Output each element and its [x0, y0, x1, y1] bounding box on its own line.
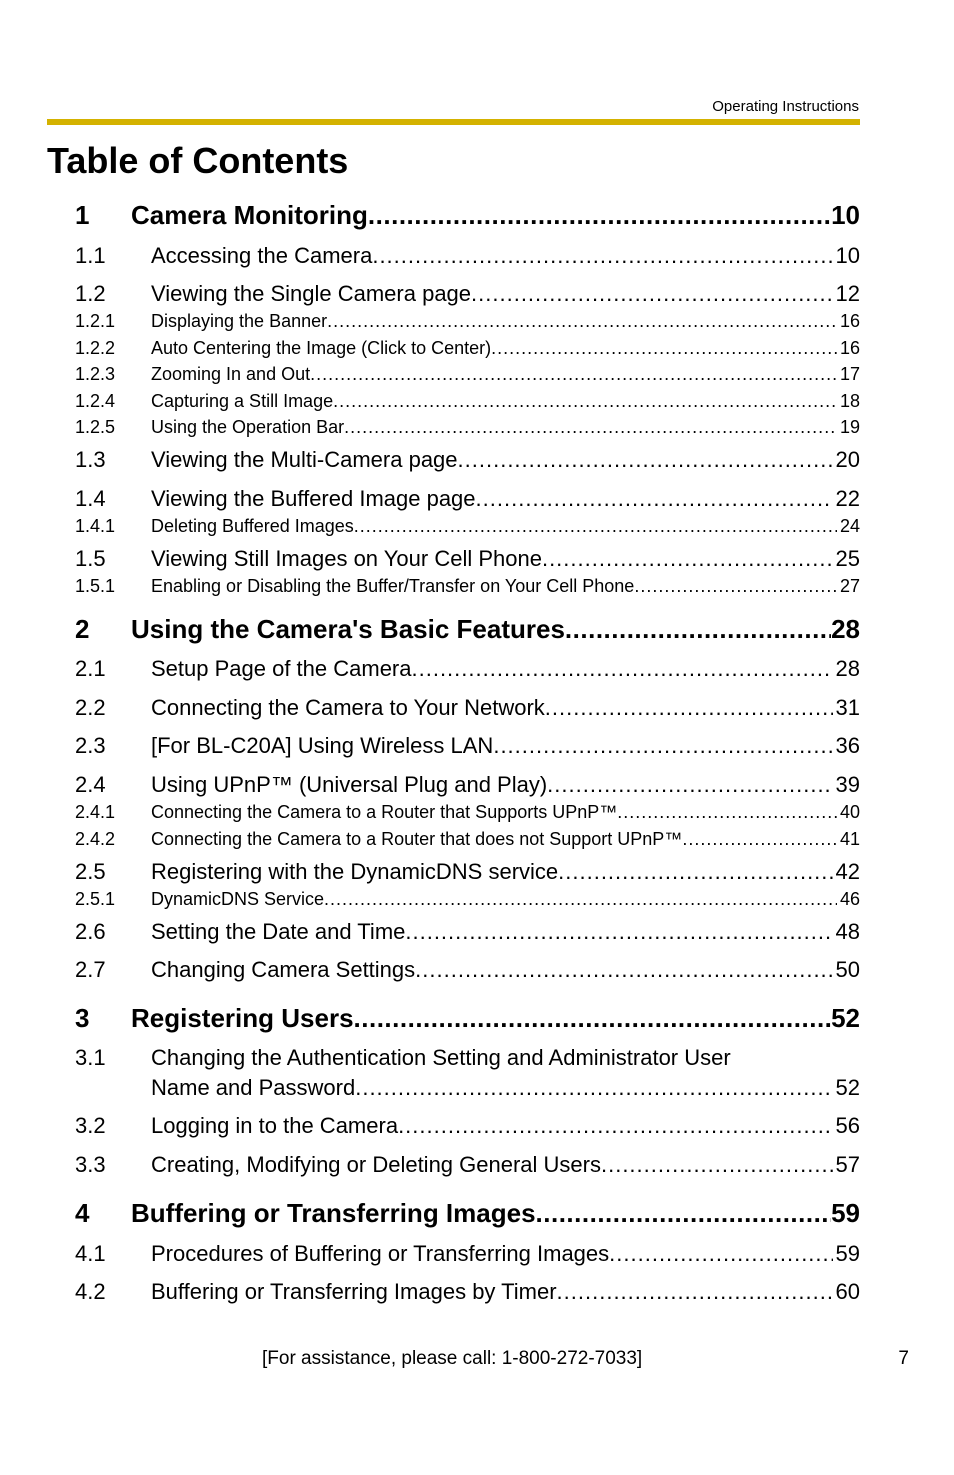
toc-entry-page: 27 — [839, 576, 860, 596]
toc-entry[interactable] — [75, 829, 860, 850]
toc-entry-number: 1.1 — [75, 243, 106, 268]
toc-entry-number: 2.7 — [75, 957, 106, 982]
toc-entry-number: 1 — [75, 200, 90, 230]
toc-entry-title: Logging in to the Camera — [151, 1113, 399, 1138]
toc-entry-number: 1.2.3 — [75, 364, 116, 384]
toc-entry-number: 1.4 — [75, 486, 106, 511]
toc-entry-number: 3.1 — [75, 1045, 106, 1070]
toc-entry-page: 25 — [835, 546, 860, 571]
toc-entry[interactable] — [75, 919, 860, 945]
toc-entry-title: Capturing a Still Image — [151, 391, 334, 411]
toc-entry-text-line1: Changing the Authentication Setting and Administrator User — [151, 1045, 731, 1070]
toc-entry-title: Changing Camera Settings — [151, 957, 416, 982]
toc-entry-number: 4 — [75, 1198, 90, 1228]
toc-entry-page: 60 — [835, 1279, 860, 1304]
toc-entry[interactable] — [75, 1152, 860, 1178]
toc-entry-page: 18 — [839, 391, 860, 411]
toc-entry-title: Displaying the Banner — [151, 311, 328, 331]
toc-entry-page: 28 — [835, 656, 860, 681]
toc-entry-page: 50 — [835, 957, 860, 982]
toc-entry-title: Using UPnP™ (Universal Plug and Play) — [151, 772, 548, 797]
header-rule — [47, 119, 860, 125]
toc-entry-title: Viewing the Multi-Camera page — [151, 447, 458, 472]
toc-entry-page: 19 — [839, 417, 860, 437]
toc-dot-leader — [565, 614, 831, 645]
toc-dot-leader — [557, 1279, 833, 1305]
toc-entry-page: 57 — [835, 1152, 860, 1177]
toc-entry-page: 59 — [831, 1198, 860, 1228]
toc-dot-leader — [372, 243, 832, 269]
toc-entry[interactable] — [75, 1113, 860, 1139]
toc-entry-title: Using the Camera's Basic Features — [131, 614, 565, 644]
toc-dot-leader — [310, 364, 837, 385]
toc-entry-page: 52 — [835, 1075, 860, 1100]
toc-entry-number: 1.4.1 — [75, 516, 116, 536]
toc-entry-title: Connecting the Camera to a Router that does not Support UPnP™ — [151, 829, 683, 849]
toc-entry[interactable] — [75, 391, 860, 412]
toc-dot-leader — [355, 1075, 832, 1101]
toc-entry-page: 40 — [839, 802, 860, 822]
toc-entry-number: 2.4 — [75, 772, 106, 797]
toc-dot-leader — [415, 957, 832, 983]
toc-dot-leader — [324, 889, 837, 910]
toc-entry-page: 10 — [831, 200, 860, 230]
toc-entry-page: 22 — [835, 486, 860, 511]
toc-entry-title: Zooming In and Out — [151, 364, 311, 384]
toc-dot-leader — [354, 516, 837, 537]
toc-entry[interactable] — [75, 364, 860, 385]
toc-dot-leader — [354, 1003, 832, 1034]
toc-dot-leader — [327, 311, 837, 332]
toc-entry[interactable] — [75, 1241, 860, 1267]
toc-dot-leader — [405, 919, 832, 945]
toc-entry-title: Registering Users — [131, 1003, 354, 1033]
toc-entry[interactable] — [75, 281, 860, 307]
toc-entry[interactable] — [75, 1045, 860, 1101]
toc-entry-title: Camera Monitoring — [131, 200, 368, 230]
toc-entry-number: 2.1 — [75, 656, 106, 681]
toc-entry-page: 48 — [835, 919, 860, 944]
toc-entry-number: 2.4.2 — [75, 829, 116, 849]
toc-entry-number: 3.2 — [75, 1113, 106, 1138]
toc-entry-title: Buffering or Transferring Images — [131, 1198, 536, 1228]
toc-dot-leader — [398, 1113, 832, 1139]
toc-entry[interactable] — [75, 889, 860, 910]
toc-entry-title: Viewing the Buffered Image page — [151, 486, 476, 511]
toc-dot-leader — [558, 859, 832, 885]
toc-dot-leader — [491, 338, 837, 359]
toc-entry[interactable] — [75, 802, 860, 823]
toc-entry[interactable] — [75, 200, 860, 231]
toc-entry-title: Connecting the Camera to a Router that Supports UPnP™ — [151, 802, 618, 822]
footer-page-number: 7 — [898, 1348, 909, 1369]
toc-entry[interactable] — [75, 859, 860, 885]
toc-entry[interactable] — [75, 417, 860, 438]
toc-entry[interactable] — [75, 516, 860, 537]
toc-entry-title: Setting the Date and Time — [151, 919, 406, 944]
toc-entry[interactable] — [75, 957, 860, 983]
toc-entry-number: 3.3 — [75, 1152, 106, 1177]
toc-entry-page: 52 — [831, 1003, 860, 1033]
toc-dot-leader — [634, 576, 837, 597]
toc-entry-number: 1.2.5 — [75, 417, 116, 437]
toc-entry-number: 4.2 — [75, 1279, 106, 1304]
toc-entry-title: Name and Password — [151, 1075, 356, 1100]
toc-entry-number: 2.6 — [75, 919, 106, 944]
toc-dot-leader — [344, 417, 837, 438]
toc-entry[interactable] — [75, 772, 860, 798]
toc-entry-number: 2.4.1 — [75, 802, 116, 822]
toc-entry-page: 56 — [835, 1113, 860, 1138]
toc-entry-title: Deleting Buffered Images — [151, 516, 354, 536]
toc-entry[interactable] — [75, 576, 860, 597]
toc-entry-page: 24 — [839, 516, 860, 536]
toc-entry[interactable] — [75, 695, 860, 721]
toc-entry[interactable] — [75, 243, 860, 269]
toc-entry-title: Creating, Modifying or Deleting General Users — [151, 1152, 601, 1177]
toc-dot-leader — [547, 772, 832, 798]
toc-entry-number: 1.2.1 — [75, 311, 116, 331]
toc-dot-leader — [601, 1152, 833, 1178]
toc-entry-number: 1.5.1 — [75, 576, 116, 596]
toc-entry-title: Using the Operation Bar — [151, 417, 345, 437]
toc-entry-number: 1.5 — [75, 546, 106, 571]
toc-entry-number: 1.3 — [75, 447, 106, 472]
toc-entry-number: 2.5.1 — [75, 889, 116, 909]
toc-entry-page: 17 — [839, 364, 860, 384]
toc-entry[interactable] — [75, 546, 860, 572]
toc-entry-title: Connecting the Camera to Your Network — [151, 695, 545, 720]
toc-entry-page: 41 — [839, 829, 860, 849]
toc-entry-title: Viewing Still Images on Your Cell Phone — [151, 546, 542, 571]
page-title: Table of Contents — [47, 140, 349, 181]
footer-assistance: [For assistance, please call: 1-800-272-7033] — [262, 1348, 643, 1369]
toc-entry[interactable] — [75, 1279, 860, 1305]
toc-entry-page: 46 — [839, 889, 860, 909]
header-label: Operating Instructions — [712, 98, 859, 115]
toc-entry-page: 36 — [835, 733, 860, 758]
toc-entry-page: 39 — [835, 772, 860, 797]
toc-entry-page: 31 — [835, 695, 860, 720]
toc-dot-leader — [476, 486, 833, 512]
toc-entry-number: 1.2.2 — [75, 338, 116, 358]
toc-entry-number: 2.5 — [75, 859, 106, 884]
toc-entry-title: Viewing the Single Camera page — [151, 281, 472, 306]
toc-dot-leader — [493, 733, 832, 759]
toc-entry[interactable] — [75, 1198, 860, 1229]
toc-entry[interactable] — [75, 614, 860, 645]
toc-entry-title: Setup Page of the Camera — [151, 656, 412, 681]
toc-entry-number: 2.3 — [75, 733, 106, 758]
toc-entry[interactable] — [75, 1003, 860, 1034]
toc-entry-page: 16 — [839, 311, 860, 331]
toc-dot-leader — [536, 1198, 832, 1229]
toc-entry-page: 42 — [835, 859, 860, 884]
toc-entry-number: 2 — [75, 614, 90, 644]
toc-entry-page: 16 — [839, 338, 860, 358]
toc-entry-page: 12 — [835, 281, 860, 306]
toc-entry-page: 28 — [831, 614, 860, 644]
toc-entry-number: 3 — [75, 1003, 90, 1033]
toc-entry[interactable] — [75, 447, 860, 473]
toc-entry-title: Accessing the Camera — [151, 243, 373, 268]
toc-dot-leader — [609, 1241, 832, 1267]
toc-dot-leader — [412, 656, 833, 682]
toc-entry-number: 1.2 — [75, 281, 106, 306]
toc-entry[interactable] — [75, 656, 860, 682]
toc-entry-number: 2.2 — [75, 695, 106, 720]
toc-entry-page: 10 — [835, 243, 860, 268]
toc-dot-leader — [542, 546, 833, 572]
toc-dot-leader — [333, 391, 837, 412]
toc-entry[interactable] — [75, 486, 860, 512]
toc-dot-leader — [368, 200, 831, 231]
toc-dot-leader — [545, 695, 833, 721]
toc-entry-number: 4.1 — [75, 1241, 106, 1266]
toc-entry[interactable] — [75, 338, 860, 359]
toc-dot-leader — [617, 802, 837, 823]
toc-entry-title: Registering with the DynamicDNS service — [151, 859, 559, 884]
toc-entry-title: Auto Centering the Image (Click to Center) — [151, 338, 492, 358]
toc-entry-page: 20 — [835, 447, 860, 472]
toc-entry[interactable] — [75, 311, 860, 332]
toc-entry-title: DynamicDNS Service — [151, 889, 325, 909]
toc-entry-title: [For BL-C20A] Using Wireless LAN — [151, 733, 494, 758]
toc-entry-page: 59 — [835, 1241, 860, 1266]
toc-dot-leader — [471, 281, 832, 307]
toc-entry-title: Buffering or Transferring Images by Timer — [151, 1279, 557, 1304]
toc-entry-number: 1.2.4 — [75, 391, 116, 411]
toc-dot-leader — [682, 829, 837, 850]
toc-entry-title: Procedures of Buffering or Transferring Images — [151, 1241, 610, 1266]
toc-dot-leader — [458, 447, 833, 473]
toc-entry[interactable] — [75, 733, 860, 759]
toc-entry-title: Enabling or Disabling the Buffer/Transfer on Your Cell Phone — [151, 576, 635, 596]
